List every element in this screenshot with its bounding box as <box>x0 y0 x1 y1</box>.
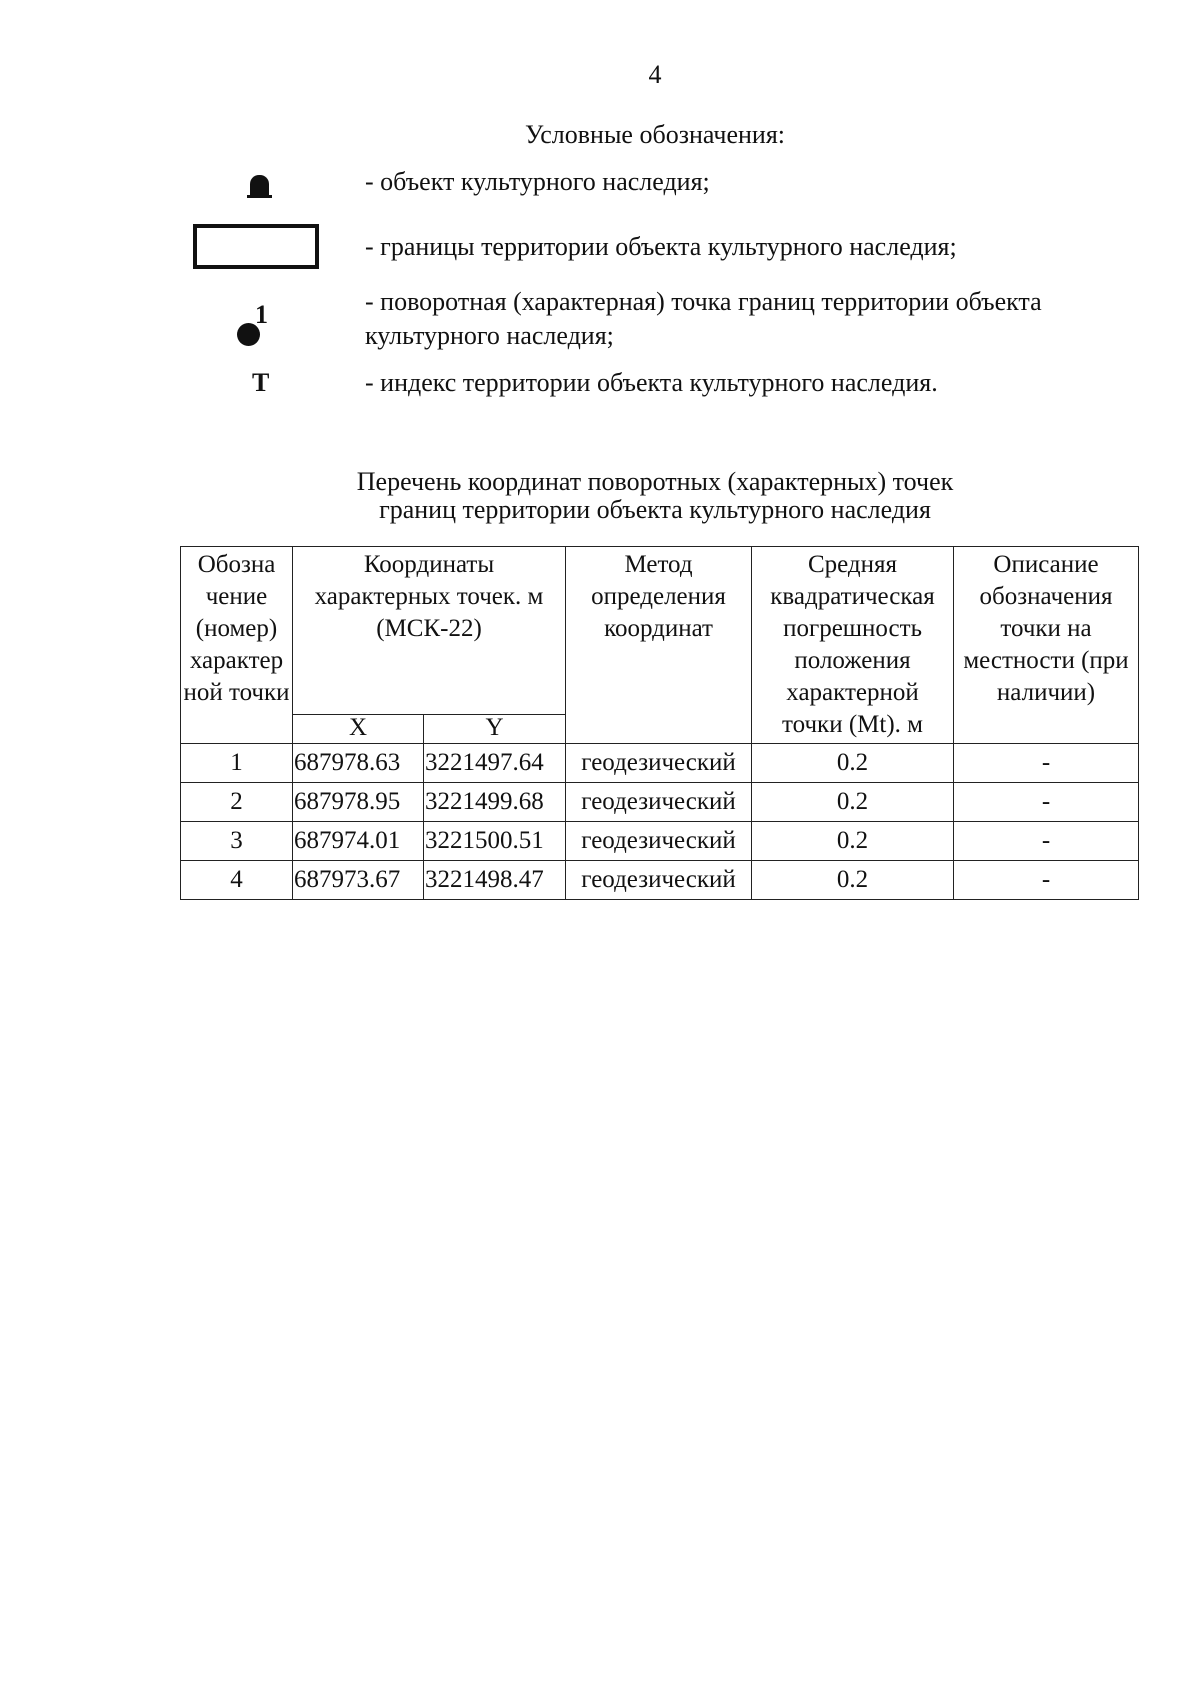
legend-item-monument: - объект культурного наследия; <box>365 167 710 196</box>
table-row <box>181 822 1139 861</box>
header-coordinates: Координаты характерных точек. м (МСК-22) <box>293 547 566 715</box>
cell-description: - <box>954 861 1139 900</box>
point-number: 1 <box>255 300 268 329</box>
coordinates-table <box>180 546 1139 900</box>
header-error: Средняя квадратическая погрешность положения характерной точки (Mt). м <box>752 547 954 744</box>
cell-y: 3221500.51 <box>424 822 566 861</box>
legend-item-turning-point: - поворотная (характерная) точка границ территории объекта культурного наследия; <box>365 287 1042 350</box>
cell-x: 687973.67 <box>293 861 424 900</box>
legend-item-boundary: - границы территории объекта культурного наследия; <box>365 232 957 261</box>
header-y: Y <box>424 715 566 744</box>
cell-x: 687978.63 <box>293 744 424 783</box>
cell-method: геодезический <box>566 822 752 861</box>
table-row <box>181 783 1139 822</box>
cell-number: 1 <box>181 744 293 783</box>
cell-error: 0.2 <box>752 822 954 861</box>
cell-description: - <box>954 744 1139 783</box>
index-letter: Т <box>252 368 270 397</box>
turning-point-icon <box>234 300 274 350</box>
cell-y: 3221497.64 <box>424 744 566 783</box>
cell-number: 4 <box>181 861 293 900</box>
monument-icon <box>250 175 269 195</box>
cell-number: 2 <box>181 783 293 822</box>
cell-method: геодезический <box>566 783 752 822</box>
legend-item-index: - индекс территории объекта культурного наследия. <box>365 368 938 397</box>
cell-error: 0.2 <box>752 861 954 900</box>
table-row <box>181 744 1139 783</box>
header-designation: Обозна чение (номер) характер ной точки <box>181 547 293 744</box>
table-header-row <box>181 547 1139 715</box>
cell-x: 687974.01 <box>293 822 424 861</box>
cell-x: 687978.95 <box>293 783 424 822</box>
cell-error: 0.2 <box>752 744 954 783</box>
cell-error: 0.2 <box>752 783 954 822</box>
page-number: 4 <box>648 60 662 89</box>
cell-y: 3221498.47 <box>424 861 566 900</box>
legend-title: Условные обозначения: <box>524 120 786 149</box>
header-x: X <box>293 715 424 744</box>
table-title <box>0 468 1200 524</box>
cell-y: 3221499.68 <box>424 783 566 822</box>
header-method: Метод определения координат <box>566 547 752 744</box>
cell-number: 3 <box>181 822 293 861</box>
boundary-rectangle-icon <box>193 224 319 269</box>
table-row <box>181 861 1139 900</box>
cell-method: геодезический <box>566 744 752 783</box>
table-title-line2: границ территории объекта культурного наследия <box>379 495 931 524</box>
table-title-line1: Перечень координат поворотных (характерных) точек <box>356 467 954 496</box>
cell-method: геодезический <box>566 861 752 900</box>
cell-description: - <box>954 822 1139 861</box>
header-description: Описание обозначения точки на местности (при наличии) <box>954 547 1139 744</box>
cell-description: - <box>954 783 1139 822</box>
